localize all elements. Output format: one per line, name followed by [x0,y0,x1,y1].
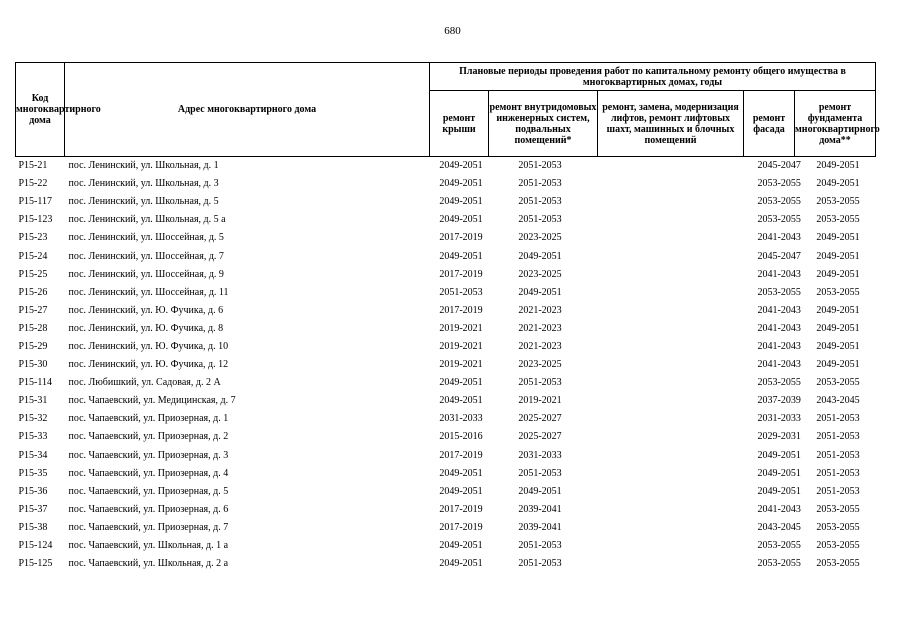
cell-foundation: 2049-2051 [816,268,860,280]
cell-lifts [598,428,744,446]
cell-systems: 2051-2053 [518,178,562,190]
cell-foundation: 2043-2045 [816,395,860,407]
cell-code: Р15-30 [18,359,48,371]
cell-foundation: 2053-2055 [816,286,860,298]
cell-lifts [598,193,744,211]
table-row [16,175,876,193]
cell-code: Р15-26 [18,286,48,298]
cell-foundation: 2051-2053 [816,431,860,443]
table-row [16,374,876,392]
cell-facade: 2053-2055 [757,178,801,190]
cell-roof: 2031-2033 [439,413,483,425]
cell-code: Р15-25 [18,268,48,280]
table-row [16,247,876,265]
cell-roof: 2049-2051 [439,377,483,389]
header-roof: ремонт крыши [430,91,489,157]
cell-roof: 2017-2019 [439,268,483,280]
table-header [16,63,880,157]
cell-address: пос. Чапаевский, ул. Школьная, д. 1 а [68,540,229,552]
cell-lifts [598,555,744,573]
cell-lifts [598,302,744,320]
cell-address: пос. Чапаевский, ул. Приозерная, д. 5 [68,485,229,497]
cell-facade: 2045-2047 [757,250,801,262]
cell-facade: 2053-2055 [757,540,801,552]
table-row [16,266,876,284]
cell-code: Р15-21 [18,160,48,172]
cell-roof: 2049-2051 [439,540,483,552]
table-row [16,302,876,320]
cell-code: Р15-117 [18,196,53,208]
cell-systems: 2021-2023 [518,340,562,352]
cell-code: Р15-29 [18,340,48,352]
cell-systems: 2023-2025 [518,232,562,244]
cell-facade: 2041-2043 [757,268,801,280]
table-row [16,447,876,465]
cell-facade: 2037-2039 [757,395,801,407]
cell-address: пос. Ленинский, ул. Шоссейная, д. 7 [68,250,224,262]
cell-address: пос. Чапаевский, ул. Приозерная, д. 2 [68,431,229,443]
cell-facade: 2053-2055 [757,286,801,298]
cell-facade: 2053-2055 [757,377,801,389]
cell-code: Р15-27 [18,304,48,316]
cell-foundation: 2051-2053 [816,413,860,425]
cell-foundation: 2051-2053 [816,467,860,479]
header-lifts: ремонт, замена, модернизация лифтов, ремонт лифтовых шахт, машинных и блочных помещений [598,91,744,157]
cell-address: пос. Ленинский, ул. Ю. Фучика, д. 8 [68,322,224,334]
cell-systems: 2021-2023 [518,304,562,316]
cell-lifts [598,266,744,284]
cell-foundation: 2049-2051 [816,160,860,172]
cell-roof: 2051-2053 [439,286,483,298]
cell-roof: 2049-2051 [439,160,483,172]
cell-foundation: 2049-2051 [816,340,860,352]
cell-facade: 2041-2043 [757,359,801,371]
cell-roof: 2019-2021 [439,340,483,352]
cell-code: Р15-24 [18,250,48,262]
cell-lifts [598,483,744,501]
cell-lifts [598,338,744,356]
cell-systems: 2019-2021 [518,395,562,407]
cell-address: пос. Ленинский, ул. Ю. Фучика, д. 10 [68,340,229,352]
cell-address: пос. Чапаевский, ул. Приозерная, д. 7 [68,521,229,533]
cell-systems: 2051-2053 [518,214,562,226]
cell-systems: 2049-2051 [518,286,562,298]
cell-foundation: 2053-2055 [816,540,860,552]
cell-systems: 2049-2051 [518,485,562,497]
cell-foundation: 2053-2055 [816,377,860,389]
cell-facade: 2041-2043 [757,232,801,244]
cell-code: Р15-124 [18,540,53,552]
cell-foundation: 2049-2051 [816,232,860,244]
cell-roof: 2017-2019 [439,232,483,244]
table-row [16,501,876,519]
table-row [16,211,876,229]
cell-address: пос. Ленинский, ул. Школьная, д. 1 [68,160,219,172]
cell-foundation: 2049-2051 [816,322,860,334]
cell-code: Р15-28 [18,322,48,334]
header-systems: ремонт внутридомовых инженерных систем, подвальных помещений* [489,91,598,157]
cell-foundation: 2051-2053 [816,485,860,497]
cell-roof: 2049-2051 [439,395,483,407]
cell-systems: 2039-2041 [518,521,562,533]
cell-roof: 2049-2051 [439,250,483,262]
cell-facade: 2049-2051 [757,485,801,497]
cell-facade: 2041-2043 [757,322,801,334]
cell-code: Р15-35 [18,467,48,479]
cell-foundation: 2053-2055 [816,558,860,570]
cell-lifts [598,211,744,229]
cell-foundation: 2049-2051 [816,359,860,371]
table-row [16,428,876,446]
cell-lifts [598,410,744,428]
cell-address: пос. Ленинский, ул. Школьная, д. 5 [68,196,219,208]
cell-lifts [598,157,744,176]
cell-systems: 2051-2053 [518,377,562,389]
cell-address: пос. Чапаевский, ул. Школьная, д. 2 а [68,558,229,570]
cell-lifts [598,284,744,302]
cell-roof: 2049-2051 [439,558,483,570]
cell-lifts [598,501,744,519]
cell-code: Р15-33 [18,431,48,443]
cell-systems: 2023-2025 [518,268,562,280]
cell-roof: 2015-2016 [439,431,483,443]
cell-systems: 2051-2053 [518,160,562,172]
cell-systems: 2031-2033 [518,449,562,461]
cell-code: Р15-32 [18,413,48,425]
cell-code: Р15-36 [18,485,48,497]
cell-lifts [598,447,744,465]
table-row [16,392,876,410]
header-address: Адрес многоквартирного дома [65,63,430,157]
cell-lifts [598,519,744,537]
cell-roof: 2017-2019 [439,521,483,533]
cell-foundation: 2053-2055 [816,521,860,533]
cell-roof: 2019-2021 [439,322,483,334]
cell-lifts [598,356,744,374]
cell-facade: 2031-2033 [757,413,801,425]
cell-foundation: 2049-2051 [816,178,860,190]
table-row [16,356,876,374]
cell-roof: 2017-2019 [439,304,483,316]
cell-code: Р15-22 [18,178,48,190]
cell-code: Р15-34 [18,449,48,461]
cell-facade: 2029-2031 [757,431,801,443]
cell-lifts [598,175,744,193]
table-row [16,410,876,428]
table-body [16,157,876,574]
cell-lifts [598,247,744,265]
capital-repair-schedule-table [15,62,880,573]
cell-foundation: 2049-2051 [816,304,860,316]
cell-systems: 2051-2053 [518,558,562,570]
table-row [16,338,876,356]
cell-systems: 2039-2041 [518,503,562,515]
cell-address: пос. Чапаевский, ул. Приозерная, д. 3 [68,449,229,461]
cell-address: пос. Ленинский, ул. Школьная, д. 5 а [68,214,226,226]
cell-foundation: 2053-2055 [816,214,860,226]
cell-address: пос. Чапаевский, ул. Приозерная, д. 6 [68,503,229,515]
cell-systems: 2051-2053 [518,540,562,552]
cell-lifts [598,229,744,247]
cell-address: пос. Любишкий, ул. Садовая, д. 2 А [68,377,221,389]
cell-facade: 2049-2051 [757,467,801,479]
header-code: Код многоквартирного дома [16,63,65,157]
cell-foundation: 2053-2055 [816,503,860,515]
cell-systems: 2051-2053 [518,196,562,208]
cell-code: Р15-123 [18,214,53,226]
cell-lifts [598,537,744,555]
cell-systems: 2023-2025 [518,359,562,371]
table-row [16,483,876,501]
table-row [16,157,876,176]
cell-roof: 2017-2019 [439,449,483,461]
cell-lifts [598,374,744,392]
cell-address: пос. Ленинский, ул. Шоссейная, д. 5 [68,232,224,244]
cell-address: пос. Ленинский, ул. Школьная, д. 3 [68,178,219,190]
cell-roof: 2049-2051 [439,196,483,208]
cell-facade: 2045-2047 [757,160,801,172]
cell-address: пос. Ленинский, ул. Ю. Фучика, д. 12 [68,359,229,371]
table-row [16,519,876,537]
cell-systems: 2021-2023 [518,322,562,334]
cell-systems: 2025-2027 [518,413,562,425]
table-row [16,320,876,338]
cell-code: Р15-23 [18,232,48,244]
cell-lifts [598,465,744,483]
cell-lifts [598,392,744,410]
table-row [16,465,876,483]
cell-code: Р15-114 [18,377,53,389]
cell-code: Р15-37 [18,503,48,515]
cell-systems: 2049-2051 [518,250,562,262]
cell-address: пос. Чапаевский, ул. Медицинская, д. 7 [68,395,236,407]
cell-code: Р15-38 [18,521,48,533]
cell-facade: 2053-2055 [757,558,801,570]
cell-facade: 2041-2043 [757,340,801,352]
cell-address: пос. Чапаевский, ул. Приозерная, д. 4 [68,467,229,479]
header-facade: ремонт фасада [744,91,795,157]
table-row [16,193,876,211]
cell-systems: 2051-2053 [518,467,562,479]
cell-facade: 2043-2045 [757,521,801,533]
header-foundation: ремонт фундамента многоквартирного дома** [795,91,876,157]
cell-code: Р15-125 [18,558,53,570]
cell-facade: 2041-2043 [757,304,801,316]
page-number: 680 [444,25,461,37]
cell-facade: 2053-2055 [757,214,801,226]
cell-facade: 2041-2043 [757,503,801,515]
table-row [16,229,876,247]
header-periods: Плановые периоды проведения работ по капитальному ремонту общего имущества в многоквартирных домах, годы [430,63,876,91]
table-row [16,284,876,302]
table-row [16,555,876,573]
cell-lifts [598,320,744,338]
cell-roof: 2049-2051 [439,178,483,190]
cell-roof: 2019-2021 [439,359,483,371]
cell-foundation: 2051-2053 [816,449,860,461]
cell-address: пос. Ленинский, ул. Шоссейная, д. 11 [68,286,229,298]
cell-address: пос. Ленинский, ул. Ю. Фучика, д. 6 [68,304,224,316]
cell-foundation: 2049-2051 [816,250,860,262]
table-row [16,537,876,555]
cell-roof: 2049-2051 [439,485,483,497]
cell-systems: 2025-2027 [518,431,562,443]
cell-facade: 2049-2051 [757,449,801,461]
cell-code: Р15-31 [18,395,48,407]
cell-foundation: 2053-2055 [816,196,860,208]
cell-address: пос. Чапаевский, ул. Приозерная, д. 1 [68,413,229,425]
cell-address: пос. Ленинский, ул. Шоссейная, д. 9 [68,268,224,280]
cell-facade: 2053-2055 [757,196,801,208]
cell-roof: 2049-2051 [439,214,483,226]
cell-roof: 2049-2051 [439,467,483,479]
cell-roof: 2017-2019 [439,503,483,515]
